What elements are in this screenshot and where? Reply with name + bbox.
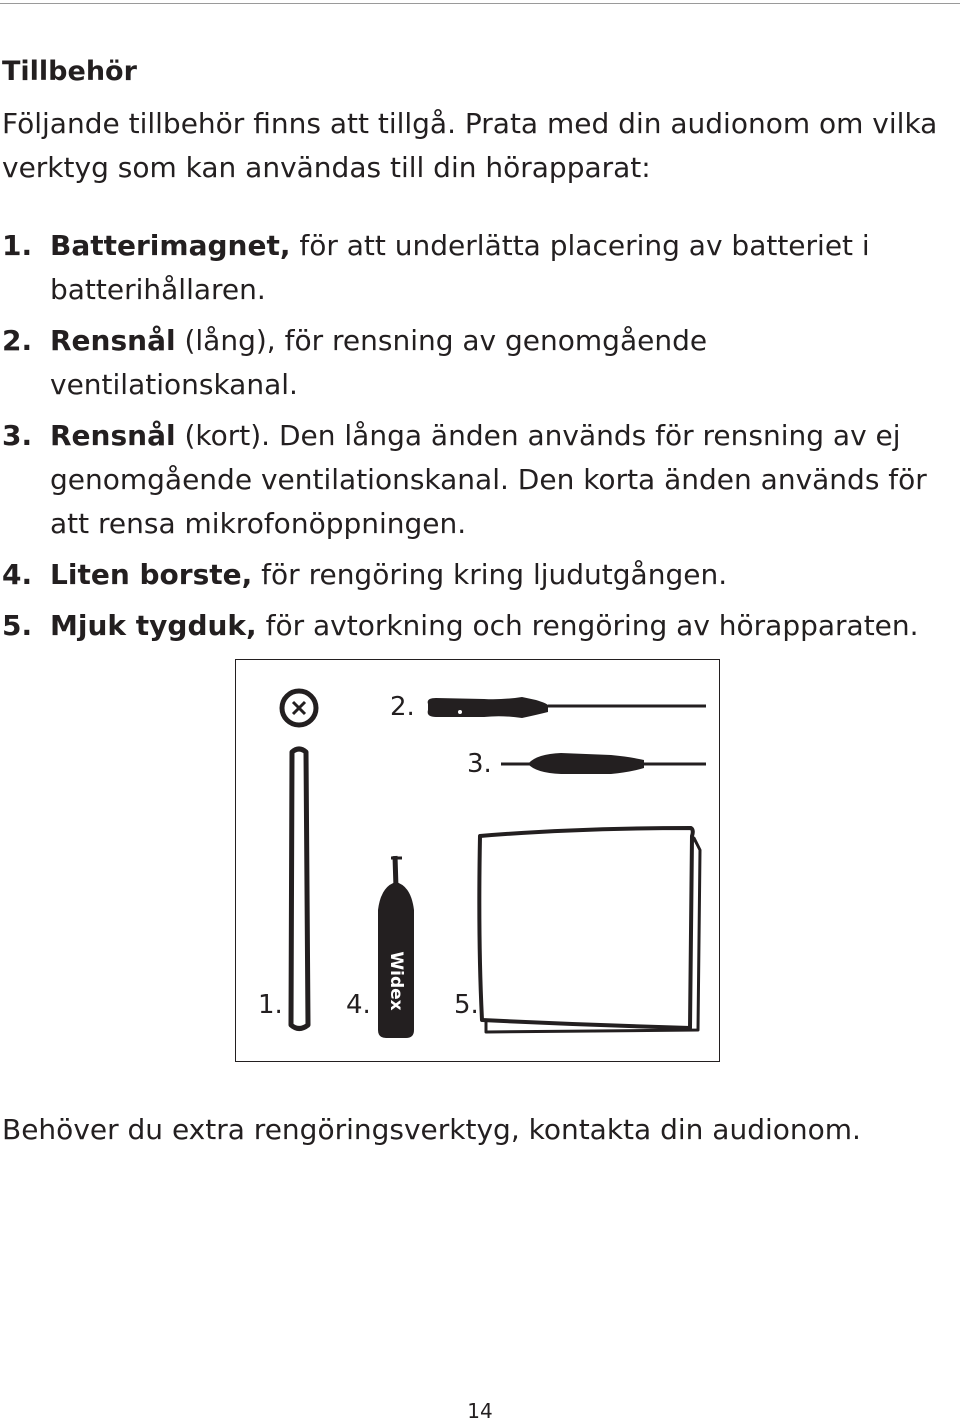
figure-label-3: 3. [467, 749, 492, 779]
list-item [2, 604, 960, 648]
accessory-list [2, 224, 960, 655]
top-rule [0, 3, 960, 4]
figure-label-5: 5. [454, 990, 479, 1020]
item-term: Rensnål [50, 419, 176, 452]
item-term: Liten borste, [50, 558, 253, 591]
item-text: för avtorkning och rengöring av hörapparaten. [256, 609, 919, 642]
list-item [2, 553, 960, 597]
figure-label-4: 4. [346, 990, 371, 1020]
intro-paragraph: Följande tillbehör finns att tillgå. Prata med din audionom om vilka verktyg som kan användas till din hörapparat: [2, 107, 938, 184]
item-number: 4. [2, 558, 33, 591]
item-term: Rensnål [50, 324, 176, 357]
item-term: Batterimagnet, [50, 229, 291, 262]
cleaning-needle-long-icon [428, 697, 706, 718]
list-item [2, 319, 960, 407]
item-number: 2. [2, 324, 33, 357]
section-heading: Tillbehör [2, 56, 137, 87]
accessories-figure [235, 659, 720, 1062]
figure-label-2: 2. [390, 692, 415, 722]
footer-note: Behöver du extra rengöringsverktyg, kontakta din audionom. [2, 1113, 861, 1146]
item-text: för rengöring kring ljudutgången. [252, 558, 728, 591]
item-term: Mjuk tygduk, [50, 609, 257, 642]
figure-label-1: 1. [258, 990, 283, 1020]
battery-magnet-icon [282, 691, 316, 1029]
brush-icon [378, 856, 414, 1038]
brush-brand-label: Widex [386, 951, 406, 1011]
page-number: 14 [467, 1399, 493, 1423]
item-text: (lång), för rensning av genomgående ventilationskanal. [50, 324, 708, 401]
item-number: 1. [2, 229, 33, 262]
item-text: (kort). Den långa änden används för rensning av ej genomgående ventilationskanal. Den korta änden används för att rensa mikrofonöppningen. [50, 419, 927, 540]
list-item [2, 224, 960, 312]
item-text: för att underlätta placering av batteriet i batterihållaren. [50, 229, 870, 306]
list-item [2, 414, 960, 546]
item-number: 3. [2, 419, 33, 452]
item-number: 5. [2, 609, 33, 642]
cleaning-needle-short-icon [501, 753, 706, 774]
cleaning-cloth-icon [479, 828, 700, 1032]
